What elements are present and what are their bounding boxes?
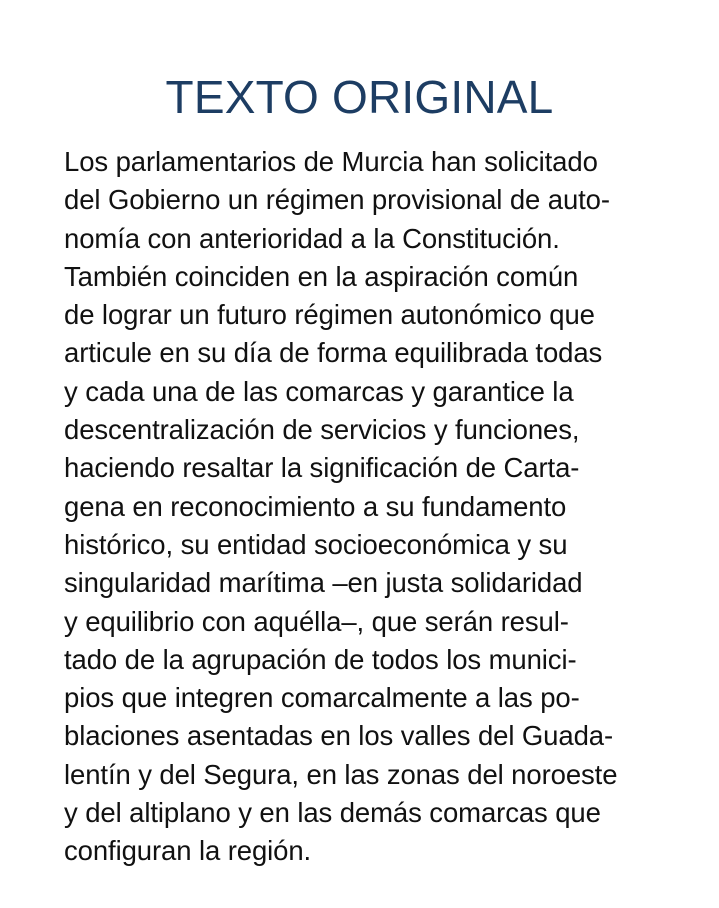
text-line: de lograr un futuro régimen autonómico que xyxy=(64,299,595,331)
text-line: histórico, su entidad socioeconómica y su xyxy=(64,528,568,560)
text-line: blaciones asentadas en los valles del Guada- xyxy=(64,720,614,752)
text-line: y cada una de las comarcas y garantice la xyxy=(64,375,574,407)
page-title: TEXTO ORIGINAL xyxy=(165,70,554,123)
text-line: lentín y del Segura, en las zonas del noroeste xyxy=(64,758,618,790)
text-line: y del altiplano y en las demás comarcas que xyxy=(64,797,601,829)
text-line: articule en su día de forma equilibrada todas xyxy=(64,337,603,369)
body-paragraph xyxy=(64,143,714,871)
text-line: nomía con anterioridad a la Constitución. xyxy=(64,222,560,254)
text-line: configuran la región. xyxy=(64,835,312,867)
text-line: y equilibrio con aquélla–, que serán resul- xyxy=(64,605,569,637)
text-line: descentralización de servicios y funciones, xyxy=(64,414,580,446)
text-line: También coinciden en la aspiración común xyxy=(64,260,579,292)
text-line: pios que integren comarcalmente a las po- xyxy=(64,682,580,714)
text-line: haciendo resaltar la significación de Carta- xyxy=(64,452,580,484)
text-line: Los parlamentarios de Murcia han solicitado xyxy=(64,146,598,177)
text-line: singularidad marítima –en justa solidaridad xyxy=(64,567,583,599)
text-line: del Gobierno un régimen provisional de auto- xyxy=(64,184,610,216)
text-line: tado de la agrupación de todos los munici- xyxy=(64,643,577,675)
text-line: gena en reconocimiento a su fundamento xyxy=(64,490,567,522)
